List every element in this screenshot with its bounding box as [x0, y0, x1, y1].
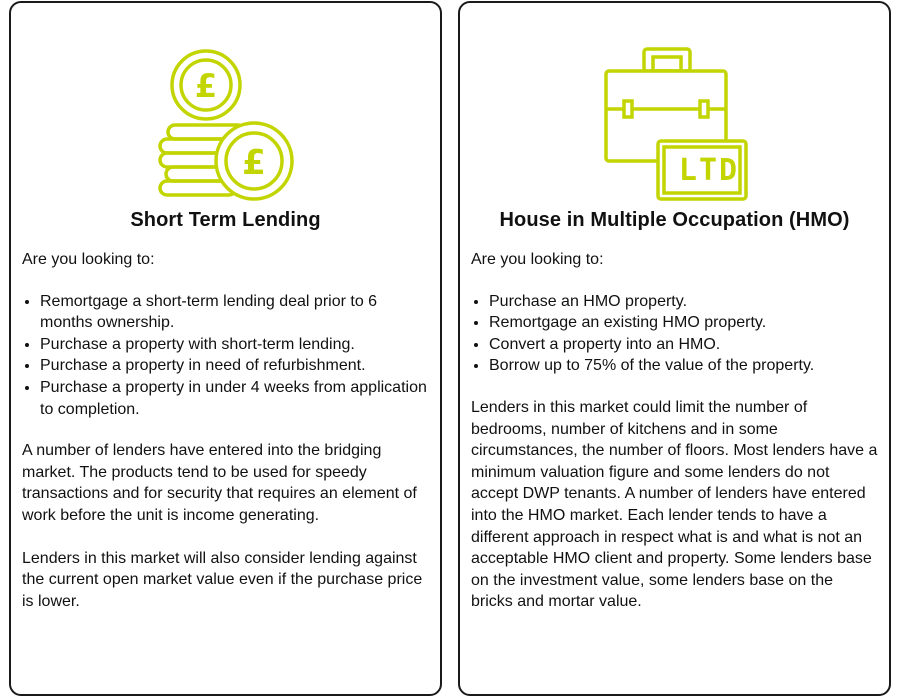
- svg-text:£: £: [194, 67, 217, 105]
- list-item: • Remortgage a short-term lending deal prior to 6 months ownership.: [40, 291, 430, 334]
- paragraph: A number of lenders have entered into the bridging market. The products tend to be used for speedy transactions and for security that requires an element of work before the unit is income generating.: [22, 442, 417, 524]
- list-item: • Purchase an HMO property.: [489, 291, 879, 313]
- short-term-lending-card: [9, 1, 442, 696]
- svg-text:£: £: [241, 143, 266, 183]
- icon-container: [11, 45, 440, 201]
- list-item: • Convert a property into an HMO.: [489, 334, 879, 356]
- card-content: [22, 249, 430, 633]
- card-title: Short Term Lending: [130, 209, 321, 231]
- card-title: House in Multiple Occupation (HMO): [499, 209, 850, 231]
- card-content: [471, 249, 879, 634]
- list-item: • Remortgage an existing HMO property.: [489, 312, 879, 334]
- hmo-card: [458, 1, 891, 696]
- intro-text: Are you looking to:: [471, 251, 604, 268]
- paragraph: Lenders in this market will also consider lending against the current open market value even if the purchase price is lower.: [22, 549, 423, 610]
- list-item: • Purchase a property in under 4 weeks from application to completion.: [40, 377, 430, 420]
- list-item: • Purchase a property with short-term lending.: [40, 334, 430, 356]
- intro-text: Are you looking to:: [22, 251, 155, 268]
- list-item: • Borrow up to 75% of the value of the property.: [489, 355, 879, 377]
- bullet-list: [22, 291, 430, 421]
- bullet-list: [471, 291, 879, 377]
- icon-container: [460, 45, 889, 201]
- pound-coins-icon: [156, 45, 296, 201]
- ltd-label: LTD: [678, 153, 740, 188]
- list-item: • Purchase a property in need of refurbishment.: [40, 355, 430, 377]
- paragraph: Lenders in this market could limit the number of bedrooms, number of kitchens and in some circumstances, the number of floors. Most lenders have a minimum valuation figure and some lenders do not accept DWP tenants. A number of lenders have entered into the HMO market. Each lender tends to have a different approach in respect what is and what is not an acceptable HMO client and property. Some lenders base on the investment value, some lenders base on the bricks and mortar value.: [471, 398, 878, 611]
